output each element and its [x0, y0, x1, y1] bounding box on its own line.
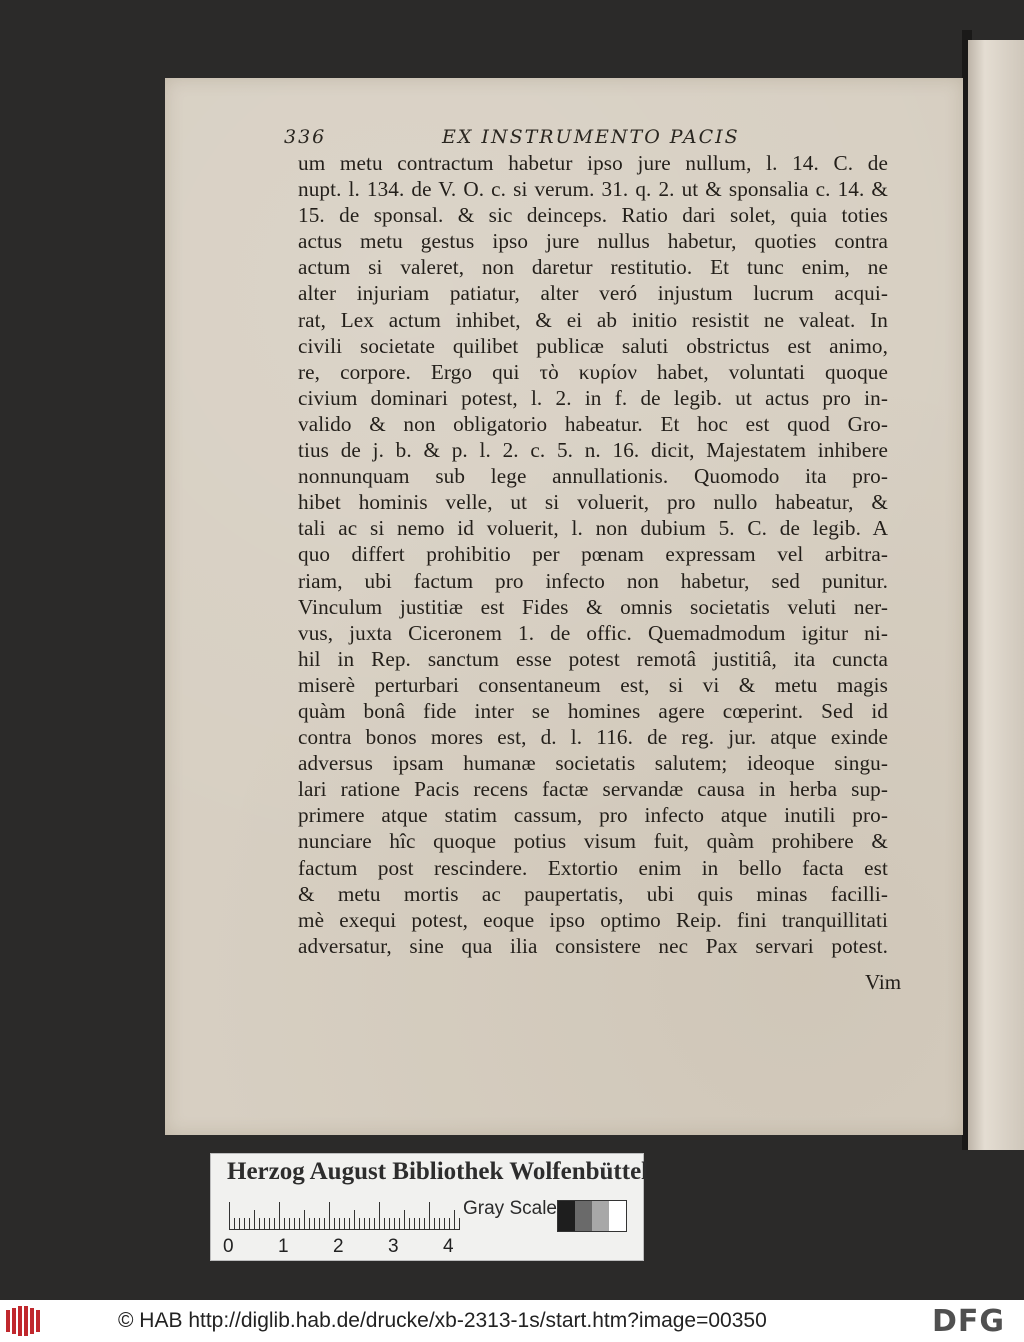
ruler-tick: [339, 1218, 340, 1230]
ruler-tick: [344, 1218, 345, 1230]
ruler-tick: [334, 1218, 335, 1230]
ruler-number: 3: [388, 1236, 399, 1257]
ruler-tick: [259, 1218, 260, 1230]
ruler-tick: [239, 1218, 240, 1230]
text-line: tali ac si nemo id voluerit, l. non dubium 5. C. de legib. A: [298, 516, 888, 541]
ruler-tick: [429, 1202, 430, 1230]
ruler-tick: [454, 1210, 455, 1230]
text-line: riam, ubi factum pro infecto non habetur, sed punitur.: [298, 568, 888, 593]
ruler-tick: [419, 1218, 420, 1230]
ruler-tick: [249, 1218, 250, 1230]
ruler-tick: [269, 1218, 270, 1230]
ruler-tick: [284, 1218, 285, 1230]
text-line: factum post rescindere. Extortio enim in bello facta est: [298, 855, 888, 880]
ruler-tick: [414, 1218, 415, 1230]
text-line: valido & non obligatorio habeatur. Et hoc est quod Gro-: [298, 411, 888, 436]
ruler-tick: [309, 1218, 310, 1230]
text-line: actum si valeret, non daretur restitutio. Et tunc enim, ne: [298, 255, 888, 280]
text-line: adversus ipsam humanæ societatis salutem; ideoque singu-: [298, 751, 888, 776]
ruler-tick: [304, 1210, 305, 1230]
ruler-number: 1: [278, 1236, 289, 1257]
ruler-tick: [299, 1218, 300, 1230]
text-line: civili societate quilibet publicæ saluti obstrictus est animo,: [298, 333, 888, 358]
text-line: rat, Lex actum inhibet, & ei ab initio resistit ne valeat. In: [298, 307, 888, 332]
ruler-tick: [459, 1218, 460, 1230]
text-line: re, corpore. Ergo qui τὸ κυρίον habet, voluntati quoque: [298, 359, 888, 384]
text-line: quàm bonâ fide inter se homines agere cœperint. Sed id: [298, 698, 888, 723]
ruler-tick: [389, 1218, 390, 1230]
ruler-tick: [349, 1218, 350, 1230]
text-line: contra bonos mores est, d. l. 116. de reg. jur. atque exinde: [298, 725, 888, 750]
ruler-tick: [379, 1202, 380, 1230]
ruler-tick: [229, 1202, 230, 1230]
measurement-ruler: [229, 1200, 459, 1230]
ruler-tick: [319, 1218, 320, 1230]
ruler-tick: [409, 1218, 410, 1230]
ruler-tick: [404, 1210, 405, 1230]
library-reference-card: [210, 1153, 649, 1261]
gray-swatch: [575, 1201, 592, 1231]
bottom-bar: [0, 1300, 1024, 1342]
adjacent-page-edge: [968, 40, 1024, 1150]
ruler-tick: [254, 1210, 255, 1230]
text-line: adversatur, sine qua ilia consistere nec Pax servari potest.: [298, 933, 888, 958]
ruler-tick: [234, 1218, 235, 1230]
text-line: civium dominari potest, l. 2. in f. de legib. ut actus pro in-: [298, 385, 888, 410]
ruler-tick: [444, 1218, 445, 1230]
text-line: actus metu gestus ipso jure nullus habetur, quoties contra: [298, 229, 888, 254]
ruler-tick: [264, 1218, 265, 1230]
gray-scale-label: Gray Scale: [463, 1198, 557, 1219]
ruler-tick: [374, 1218, 375, 1230]
catchword: Vim: [865, 970, 902, 994]
text-line: tius de j. b. & p. l. 2. c. 5. n. 16. dicit, Majestatem inhibere: [298, 438, 888, 463]
gray-swatch: [592, 1201, 609, 1231]
ruler-tick: [354, 1210, 355, 1230]
page-number: 336: [284, 126, 327, 148]
text-line: & metu mortis ac paupertatis, ubi quis minas facilli-: [298, 881, 888, 906]
text-line: nunciare hîc quoque potius visum fuit, quàm prohibere &: [298, 829, 888, 854]
running-head: [284, 126, 804, 150]
ruler-tick: [329, 1202, 330, 1230]
ruler-tick: [324, 1218, 325, 1230]
ruler-tick: [369, 1218, 370, 1230]
ruler-tick: [289, 1218, 290, 1230]
gray-scale-bar: [557, 1200, 627, 1232]
text-line: Vinculum justitiæ est Fides & omnis societatis veluti ner-: [298, 594, 888, 619]
text-line: hil in Rep. sanctum esse potest remotâ justitiâ, ita cuncta: [298, 646, 888, 671]
ruler-tick: [314, 1218, 315, 1230]
copyright-link[interactable]: © HAB http://diglib.hab.de/drucke/xb-2313-1s/start.htm?image=00350: [118, 1309, 767, 1332]
gray-swatch: [609, 1201, 626, 1231]
ruler-number: 4: [443, 1236, 454, 1257]
dfg-logo: DFG: [932, 1304, 1006, 1339]
text-line: nonnunquam sub lege annullationis. Quomodo ita pro-: [298, 464, 888, 489]
ruler-tick: [294, 1218, 295, 1230]
hab-logo-icon: [6, 1306, 44, 1336]
ruler-tick: [439, 1218, 440, 1230]
ruler-number: 0: [223, 1236, 234, 1257]
ruler-tick: [359, 1218, 360, 1230]
text-line: nupt. l. 134. de V. O. c. si verum. 31. q. 2. ut & sponsalia c. 14. &: [298, 177, 888, 202]
text-line: alter injuriam patiatur, alter veró injustum lucrum acqui-: [298, 281, 888, 306]
text-line: mè exequi potest, eoque ipso optimo Reip. fini tranquillitati: [298, 907, 888, 932]
ruler-tick: [399, 1218, 400, 1230]
ruler-tick: [364, 1218, 365, 1230]
text-line: quo differt prohibitio per pœnam expressam vel arbitra-: [298, 542, 888, 567]
text-line: miserè perturbari consentaneum est, si vi & metu magis: [298, 672, 888, 697]
book-page: [165, 78, 963, 1135]
ruler-tick: [449, 1218, 450, 1230]
text-line: primere atque statim cassum, pro infecto atque inutili pro-: [298, 803, 888, 828]
text-line: hibet hominis velle, ut si voluerit, pro nullo habeatur, &: [298, 490, 888, 515]
ruler-tick: [424, 1218, 425, 1230]
text-line: lari ratione Pacis recens factæ servandæ causa in herba sup-: [298, 777, 888, 802]
ruler-tick: [244, 1218, 245, 1230]
ruler-tick: [274, 1218, 275, 1230]
text-line: 15. de sponsal. & sic deinceps. Ratio dari solet, quia toties: [298, 203, 888, 228]
body-text: [298, 150, 888, 959]
ruler-tick: [394, 1218, 395, 1230]
ruler-tick: [279, 1202, 280, 1230]
ruler-number: 2: [333, 1236, 344, 1257]
text-line: vus, juxta Ciceronem 1. de offic. Quemadmodum igitur ni-: [298, 620, 888, 645]
text-line: um metu contractum habetur ipso jure nullum, l. 14. C. de: [298, 151, 888, 175]
gray-swatch: [558, 1201, 575, 1231]
ruler-tick: [434, 1218, 435, 1230]
library-name: Herzog August Bibliothek Wolfenbüttel: [227, 1158, 649, 1185]
ruler-tick: [384, 1218, 385, 1230]
running-head-title: EX INSTRUMENTO PACIS: [442, 126, 740, 148]
